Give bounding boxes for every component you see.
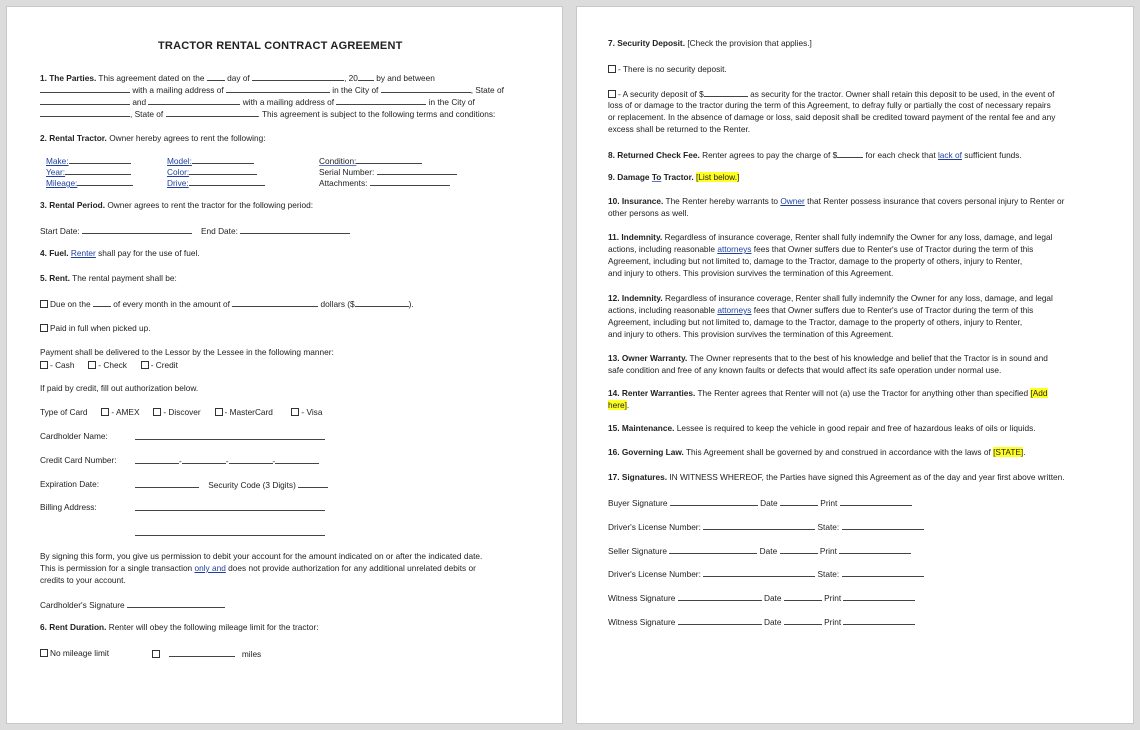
- seller-signature-blank[interactable]: [669, 545, 757, 554]
- owner-warranty-line-2: safe condition and free of any known faults or defects that would affect its safe operation under normal use.: [608, 365, 1002, 375]
- start-date-label: Start Date:: [40, 226, 80, 236]
- seller-signature-row: [608, 545, 911, 556]
- print-label: Print: [820, 498, 838, 508]
- check-checkbox[interactable]: [88, 361, 96, 369]
- parties-text: . This agreement is subject to the following terms and conditions:: [257, 109, 496, 119]
- deposit-text-2: loss of or damage to the tractor during the term of this Agreement, to defray fully or partially the cost of necessary repairs: [608, 100, 1051, 110]
- parties-text: , State of: [470, 85, 504, 95]
- indemnity-11-text: Regardless of insurance coverage, Renter shall fully indemnify the Owner for any loss, damage, and legal: [664, 232, 1053, 242]
- witness-1-signature-row: [608, 592, 915, 603]
- parties-text: , 20: [344, 73, 358, 83]
- cardholder-name-label: Cardholder Name:: [40, 431, 108, 441]
- security-deposit-line: [608, 38, 812, 48]
- due-text: of every month in the amount of: [113, 299, 230, 309]
- start-date-field: [40, 225, 192, 236]
- amex-checkbox[interactable]: [101, 408, 109, 416]
- miles-blank[interactable]: [169, 648, 235, 657]
- permission-text: does not provide authorization for any additional unrelated debits or: [228, 563, 476, 573]
- insurance-line-2: other persons as well.: [608, 208, 689, 218]
- date-label: Date: [763, 617, 782, 627]
- cash-checkbox[interactable]: [40, 361, 48, 369]
- amex-label: - AMEX: [111, 407, 140, 417]
- mileage-blank[interactable]: [77, 177, 133, 186]
- card-number-blank-2[interactable]: [182, 455, 226, 464]
- fuel-renter: Renter: [70, 248, 96, 258]
- party-1-state-blank[interactable]: [40, 96, 130, 105]
- rent-text: The rental payment shall be:: [72, 273, 177, 283]
- witness-2-print-blank[interactable]: [843, 616, 915, 625]
- parties-text: in the City of: [428, 97, 475, 107]
- discover-label: - Discover: [163, 407, 201, 417]
- signatures-line: [608, 472, 1065, 482]
- year-field: [46, 166, 131, 177]
- renter-warranties-heading: 14. Renter Warranties.: [608, 388, 696, 398]
- year-field-blank[interactable]: [65, 166, 131, 175]
- governing-law-text: This Agreement shall be governed by and construed in accordance with the laws of: [685, 447, 991, 457]
- deposit-text-3: or replacement. In the absence of damage or loss, said deposit shall be credited toward payment of the rental fee and any: [608, 112, 1056, 122]
- expiration-field: [135, 479, 328, 490]
- deposit-checkbox[interactable]: [608, 90, 616, 98]
- seller-license-blank[interactable]: [703, 568, 815, 577]
- attachments-blank[interactable]: [370, 177, 450, 186]
- parties-text: by and between: [376, 73, 435, 83]
- card-number-blank-1[interactable]: [135, 455, 179, 464]
- insurance-heading: 10. Insurance.: [608, 196, 664, 206]
- parties-text: , State of: [130, 109, 164, 119]
- mileage-field: [46, 177, 133, 188]
- month-blank[interactable]: [252, 72, 344, 81]
- start-date-blank[interactable]: [82, 225, 192, 234]
- end-date-label: End Date:: [201, 226, 238, 236]
- seller-signature-label: Seller Signature: [608, 546, 668, 556]
- mastercard-checkbox[interactable]: [215, 408, 223, 416]
- make-label: Make:: [46, 156, 69, 166]
- state-label: State:: [817, 569, 840, 579]
- party-1-address-blank[interactable]: [226, 84, 330, 93]
- rent-heading: 5. Rent.: [40, 273, 70, 283]
- governing-law-state-placeholder: [STATE]: [993, 447, 1024, 457]
- payment-method-options: [40, 360, 178, 370]
- party-1-name-blank[interactable]: [40, 84, 130, 93]
- amount-number-blank[interactable]: [355, 298, 409, 307]
- witness-2-signature-blank[interactable]: [678, 616, 762, 625]
- card-number-field: - - -: [135, 455, 319, 466]
- cardholder-signature-line: [40, 599, 225, 610]
- rent-line: [40, 273, 177, 283]
- permission-text-3: credits to your account.: [40, 575, 126, 585]
- buyer-signature-blank[interactable]: [670, 497, 758, 506]
- due-checkbox[interactable]: [40, 300, 48, 308]
- check-label: - Check: [98, 360, 127, 370]
- security-deposit-text: [Check the provision that applies.]: [687, 38, 812, 48]
- color-label: Color:: [167, 167, 190, 177]
- print-label: Print: [824, 617, 842, 627]
- signatures-heading: 17. Signatures.: [608, 472, 668, 482]
- renter-warranties-line-1: [608, 388, 1048, 398]
- credit-label: - Credit: [150, 360, 178, 370]
- damage-line: [608, 172, 739, 182]
- end-date-blank[interactable]: [240, 225, 350, 234]
- governing-law-line: [608, 447, 1026, 457]
- no-mileage-option: [40, 648, 109, 658]
- indemnity-11-text: actions, including reasonable: [608, 244, 716, 254]
- billing-address-field-1: [135, 502, 325, 513]
- returned-check-line: [608, 149, 1022, 160]
- document-title: TRACTOR RENTAL CONTRACT AGREEMENT: [158, 40, 403, 52]
- credit-instruction: If paid by credit, fill out authorization below.: [40, 383, 199, 393]
- billing-address-label: Billing Address:: [40, 502, 97, 512]
- page-2: [576, 6, 1134, 724]
- model-label: Model:: [167, 156, 192, 166]
- deposit-text-4: excess shall be returned to the Renter.: [608, 124, 751, 134]
- rental-period-text: Owner agrees to rent the tractor for the following period:: [107, 200, 314, 210]
- renter-warranties-period: .: [626, 400, 630, 410]
- renter-warranties-placeholder: [Add: [1030, 388, 1048, 398]
- check-fee-blank[interactable]: [837, 149, 863, 158]
- credit-checkbox[interactable]: [141, 361, 149, 369]
- indemnity-12-line-2: [608, 305, 1033, 315]
- indemnity-11-line-2: [608, 244, 1033, 254]
- mileage-label: Mileage:: [46, 178, 78, 188]
- due-day-blank[interactable]: [93, 298, 111, 307]
- deposit-text: as security for the tractor. Owner shall retain this deposit to be used, in the event of: [750, 89, 1055, 99]
- damage-heading: Tractor.: [663, 172, 694, 182]
- buyer-signature-label: Buyer Signature: [608, 498, 668, 508]
- condition-blank[interactable]: [356, 155, 422, 164]
- insurance-line-1: [608, 196, 1064, 206]
- indemnity-12-heading: 12. Indemnity.: [608, 293, 663, 303]
- returned-check-lack-of: lack of: [937, 150, 962, 160]
- permission-text-1: By signing this form, you give us permission to debit your account for the amount indicated on or after the indicated date.: [40, 551, 483, 561]
- insurance-text: The Renter hereby warrants to: [665, 196, 779, 206]
- indemnity-12-text: fees that Owner suffers due to Renter's use of Tractor during the term of this: [753, 305, 1034, 315]
- insurance-text: that Renter possess insurance that covers personal injury to Renter or: [807, 196, 1065, 206]
- indemnity-12-line-1: [608, 293, 1053, 303]
- condition-field: [319, 155, 422, 166]
- card-number-blank-3[interactable]: [229, 455, 273, 464]
- deposit-amount-blank[interactable]: [704, 88, 748, 97]
- witness-2-date-blank[interactable]: [784, 616, 822, 625]
- owner-warranty-line-1: [608, 353, 1048, 363]
- returned-check-text: sufficient funds.: [964, 150, 1022, 160]
- witness-1-signature-blank[interactable]: [678, 592, 762, 601]
- party-2-city-blank[interactable]: [40, 108, 130, 117]
- seller-print-blank[interactable]: [839, 545, 911, 554]
- indemnity-12-line-4: and injury to others. This provision survives the termination of this Agreement.: [608, 329, 894, 339]
- attachments-label: Attachments:: [319, 178, 368, 188]
- fuel-heading: 4. Fuel.: [40, 248, 69, 258]
- witness-2-signature-row: [608, 616, 915, 627]
- color-field: [167, 166, 257, 177]
- print-label: Print: [824, 593, 842, 603]
- seller-license-row: [608, 568, 924, 579]
- security-code-label: Security Code (3 Digits): [208, 480, 296, 490]
- rent-duration-line: [40, 622, 319, 632]
- rental-tractor-line: [40, 133, 266, 143]
- parties-text: and: [132, 97, 147, 107]
- maintenance-text: Lessee is required to keep the vehicle in good repair and free of hazardous leaks of oils or liquids.: [676, 423, 1036, 433]
- security-deposit-heading: 7. Security Deposit.: [608, 38, 686, 48]
- billing-address-blank-1[interactable]: [135, 502, 325, 511]
- rental-period-heading: 3. Rental Period.: [40, 200, 106, 210]
- card-number-blank-4[interactable]: [275, 455, 319, 464]
- damage-list-placeholder: [List below.]: [695, 172, 740, 182]
- amount-words-blank[interactable]: [232, 298, 318, 307]
- day-blank[interactable]: [207, 72, 225, 81]
- indemnity-12-attorneys: attorneys: [717, 305, 752, 315]
- no-mileage-checkbox[interactable]: [40, 649, 48, 657]
- condition-label: Condition:: [319, 156, 357, 166]
- signatures-text: IN WITNESS WHEREOF, the Parties have signed this Agreement as of the day and year first above written.: [669, 472, 1065, 482]
- buyer-date-blank[interactable]: [780, 497, 818, 506]
- rental-tractor-text: Owner hereby agrees to rent the following:: [109, 133, 266, 143]
- attachments-field: [319, 177, 450, 188]
- parties-text: with a mailing address of: [132, 85, 224, 95]
- party-2-name-blank[interactable]: [148, 96, 240, 105]
- parties-text: day of: [227, 73, 250, 83]
- buyer-license-row: [608, 521, 924, 532]
- parties-heading: 1. The Parties.: [40, 73, 97, 83]
- year-label: Year:: [46, 167, 66, 177]
- buyer-print-blank[interactable]: [840, 497, 912, 506]
- indemnity-12-line-3: Agreement, including but not limited to, damage to the Tractor, damage to the property of others, injury to Renter,: [608, 317, 1023, 327]
- card-number-label: Credit Card Number:: [40, 455, 117, 465]
- permission-text-2: [40, 563, 476, 573]
- parties-line-3: [40, 96, 475, 107]
- state-label: State:: [817, 522, 840, 532]
- date-label: Date: [759, 546, 778, 556]
- indemnity-12-text: actions, including reasonable: [608, 305, 716, 315]
- damage-heading-to: To: [651, 172, 662, 182]
- rent-duration-heading: 6. Rent Duration.: [40, 622, 107, 632]
- deposit-option-line-1: [608, 88, 1054, 99]
- returned-check-heading: 8. Returned Check Fee.: [608, 150, 700, 160]
- insurance-owner: Owner: [780, 196, 805, 206]
- expiration-blank[interactable]: [135, 479, 199, 488]
- no-mileage-label: No mileage limit: [50, 648, 110, 658]
- parties-line-1: [40, 72, 435, 83]
- parties-line-2: [40, 84, 504, 95]
- party-2-address-blank[interactable]: [336, 96, 426, 105]
- damage-heading: 9. Damage: [608, 172, 650, 182]
- indemnity-11-line-3: Agreement, including but not limited to, damage to the Tractor, damage to the property of others, injury to Renter,: [608, 256, 1023, 266]
- drive-label: Drive:: [167, 178, 189, 188]
- paid-full-checkbox[interactable]: [40, 324, 48, 332]
- cardholder-signature-label: Cardholder's Signature: [40, 600, 125, 610]
- indemnity-11-line-4: and injury to others. This provision survives the termination of this Agreement.: [608, 268, 894, 278]
- party-2-state-blank[interactable]: [166, 108, 258, 117]
- parties-text: This agreement dated on the: [98, 73, 205, 83]
- renter-warranties-line-2: [608, 400, 629, 410]
- indemnity-11-heading: 11. Indemnity.: [608, 232, 663, 242]
- witness-2-signature-label: Witness Signature: [608, 617, 676, 627]
- mileage-limit-option: [152, 648, 261, 659]
- seller-state-blank[interactable]: [842, 568, 924, 577]
- buyer-license-blank[interactable]: [703, 521, 815, 530]
- miles-label: miles: [241, 649, 262, 659]
- date-label: Date: [760, 498, 778, 508]
- buyer-license-label: Driver's License Number:: [608, 522, 701, 532]
- year-blank[interactable]: [358, 72, 374, 81]
- indemnity-12-text: Regardless of insurance coverage, Renter shall fully indemnify the Owner for any loss, damage, and legal: [665, 293, 1053, 303]
- rental-tractor-heading: 2. Rental Tractor.: [40, 133, 107, 143]
- billing-address-field-2: [135, 527, 325, 538]
- due-text: dollars ($: [320, 299, 355, 309]
- discover-checkbox[interactable]: [153, 408, 161, 416]
- color-blank[interactable]: [189, 166, 257, 175]
- serial-field: [319, 166, 457, 177]
- serial-blank[interactable]: [377, 166, 457, 175]
- model-field: [167, 155, 254, 166]
- visa-checkbox[interactable]: [291, 408, 299, 416]
- expiration-label: Expiration Date:: [40, 479, 100, 489]
- drive-blank[interactable]: [189, 177, 265, 186]
- seller-date-blank[interactable]: [780, 545, 818, 554]
- seller-license-label: Driver's License Number:: [608, 569, 701, 579]
- governing-law-heading: 16. Governing Law.: [608, 447, 684, 457]
- rent-duration-text: Renter will obey the following mileage limit for the tractor:: [108, 622, 319, 632]
- mileage-limit-checkbox[interactable]: [152, 650, 160, 658]
- indemnity-11-attorneys: attorneys: [717, 244, 752, 254]
- end-date-field: [201, 225, 350, 236]
- cardholder-name-field: [135, 431, 325, 442]
- maintenance-line: [608, 423, 1036, 433]
- cardholder-name-blank[interactable]: [135, 431, 325, 440]
- deposit-text: - A security deposit of $: [618, 89, 704, 99]
- mastercard-label: - MasterCard: [224, 407, 273, 417]
- party-1-city-blank[interactable]: [381, 84, 471, 93]
- governing-law-period: .: [1023, 447, 1026, 457]
- no-deposit-option: [608, 64, 727, 74]
- buyer-state-blank[interactable]: [842, 521, 924, 530]
- returned-check-text: for each check that: [865, 150, 936, 160]
- model-blank[interactable]: [192, 155, 254, 164]
- due-text: ).: [408, 299, 414, 309]
- owner-warranty-heading: 13. Owner Warranty.: [608, 353, 688, 363]
- paid-full-line: [40, 323, 151, 333]
- renter-warranties-placeholder: here]: [608, 400, 627, 410]
- indemnity-11-line-1: [608, 232, 1052, 242]
- due-line: [40, 298, 414, 309]
- renter-warranties-text: The Renter agrees that Renter will not (a) use the Tractor for anything other than specified: [697, 388, 1029, 398]
- rental-period-line: [40, 200, 313, 210]
- permission-text: This is permission for a single transaction: [40, 563, 193, 573]
- fuel-line: [40, 248, 200, 258]
- buyer-signature-row: [608, 497, 912, 508]
- print-label: Print: [819, 546, 837, 556]
- paid-full-text: Paid in full when picked up.: [50, 323, 151, 333]
- witness-1-date-blank[interactable]: [784, 592, 822, 601]
- make-blank[interactable]: [69, 155, 131, 164]
- payment-manner-text: Payment shall be delivered to the Lessor by the Lessee in the following manner:: [40, 347, 334, 357]
- no-deposit-label: - There is no security deposit.: [618, 64, 727, 74]
- security-code-blank[interactable]: [298, 479, 328, 488]
- page-1: [6, 6, 563, 724]
- card-type-label: Type of Card: [40, 407, 88, 417]
- parties-line-4: [40, 108, 495, 119]
- no-deposit-checkbox[interactable]: [608, 65, 616, 73]
- cash-label: - Cash: [50, 360, 75, 370]
- returned-check-text: Renter agrees to pay the charge of $: [702, 150, 838, 160]
- due-text: Due on the: [50, 299, 91, 309]
- parties-text: with a mailing address of: [242, 97, 335, 107]
- fuel-text: shall pay for the use of fuel.: [98, 248, 200, 258]
- indemnity-11-text: fees that Owner suffers due to Renter's use of Tractor during the term of this: [753, 244, 1034, 254]
- parties-text: in the City of: [332, 85, 379, 95]
- visa-label: - Visa: [301, 407, 323, 417]
- card-type-options: [40, 407, 322, 417]
- billing-address-blank-2[interactable]: [135, 527, 325, 536]
- maintenance-heading: 15. Maintenance.: [608, 423, 675, 433]
- drive-field: [167, 177, 265, 188]
- date-label: Date: [763, 593, 782, 603]
- witness-1-print-blank[interactable]: [843, 592, 915, 601]
- serial-label: Serial Number:: [319, 167, 375, 177]
- make-field: [46, 155, 131, 166]
- witness-1-signature-label: Witness Signature: [608, 593, 676, 603]
- cardholder-signature-blank[interactable]: [127, 599, 225, 608]
- owner-warranty-text: The Owner represents that to the best of his knowledge and belief that the Tractor is in sound and: [689, 353, 1048, 363]
- permission-only-and: only and: [194, 563, 226, 573]
